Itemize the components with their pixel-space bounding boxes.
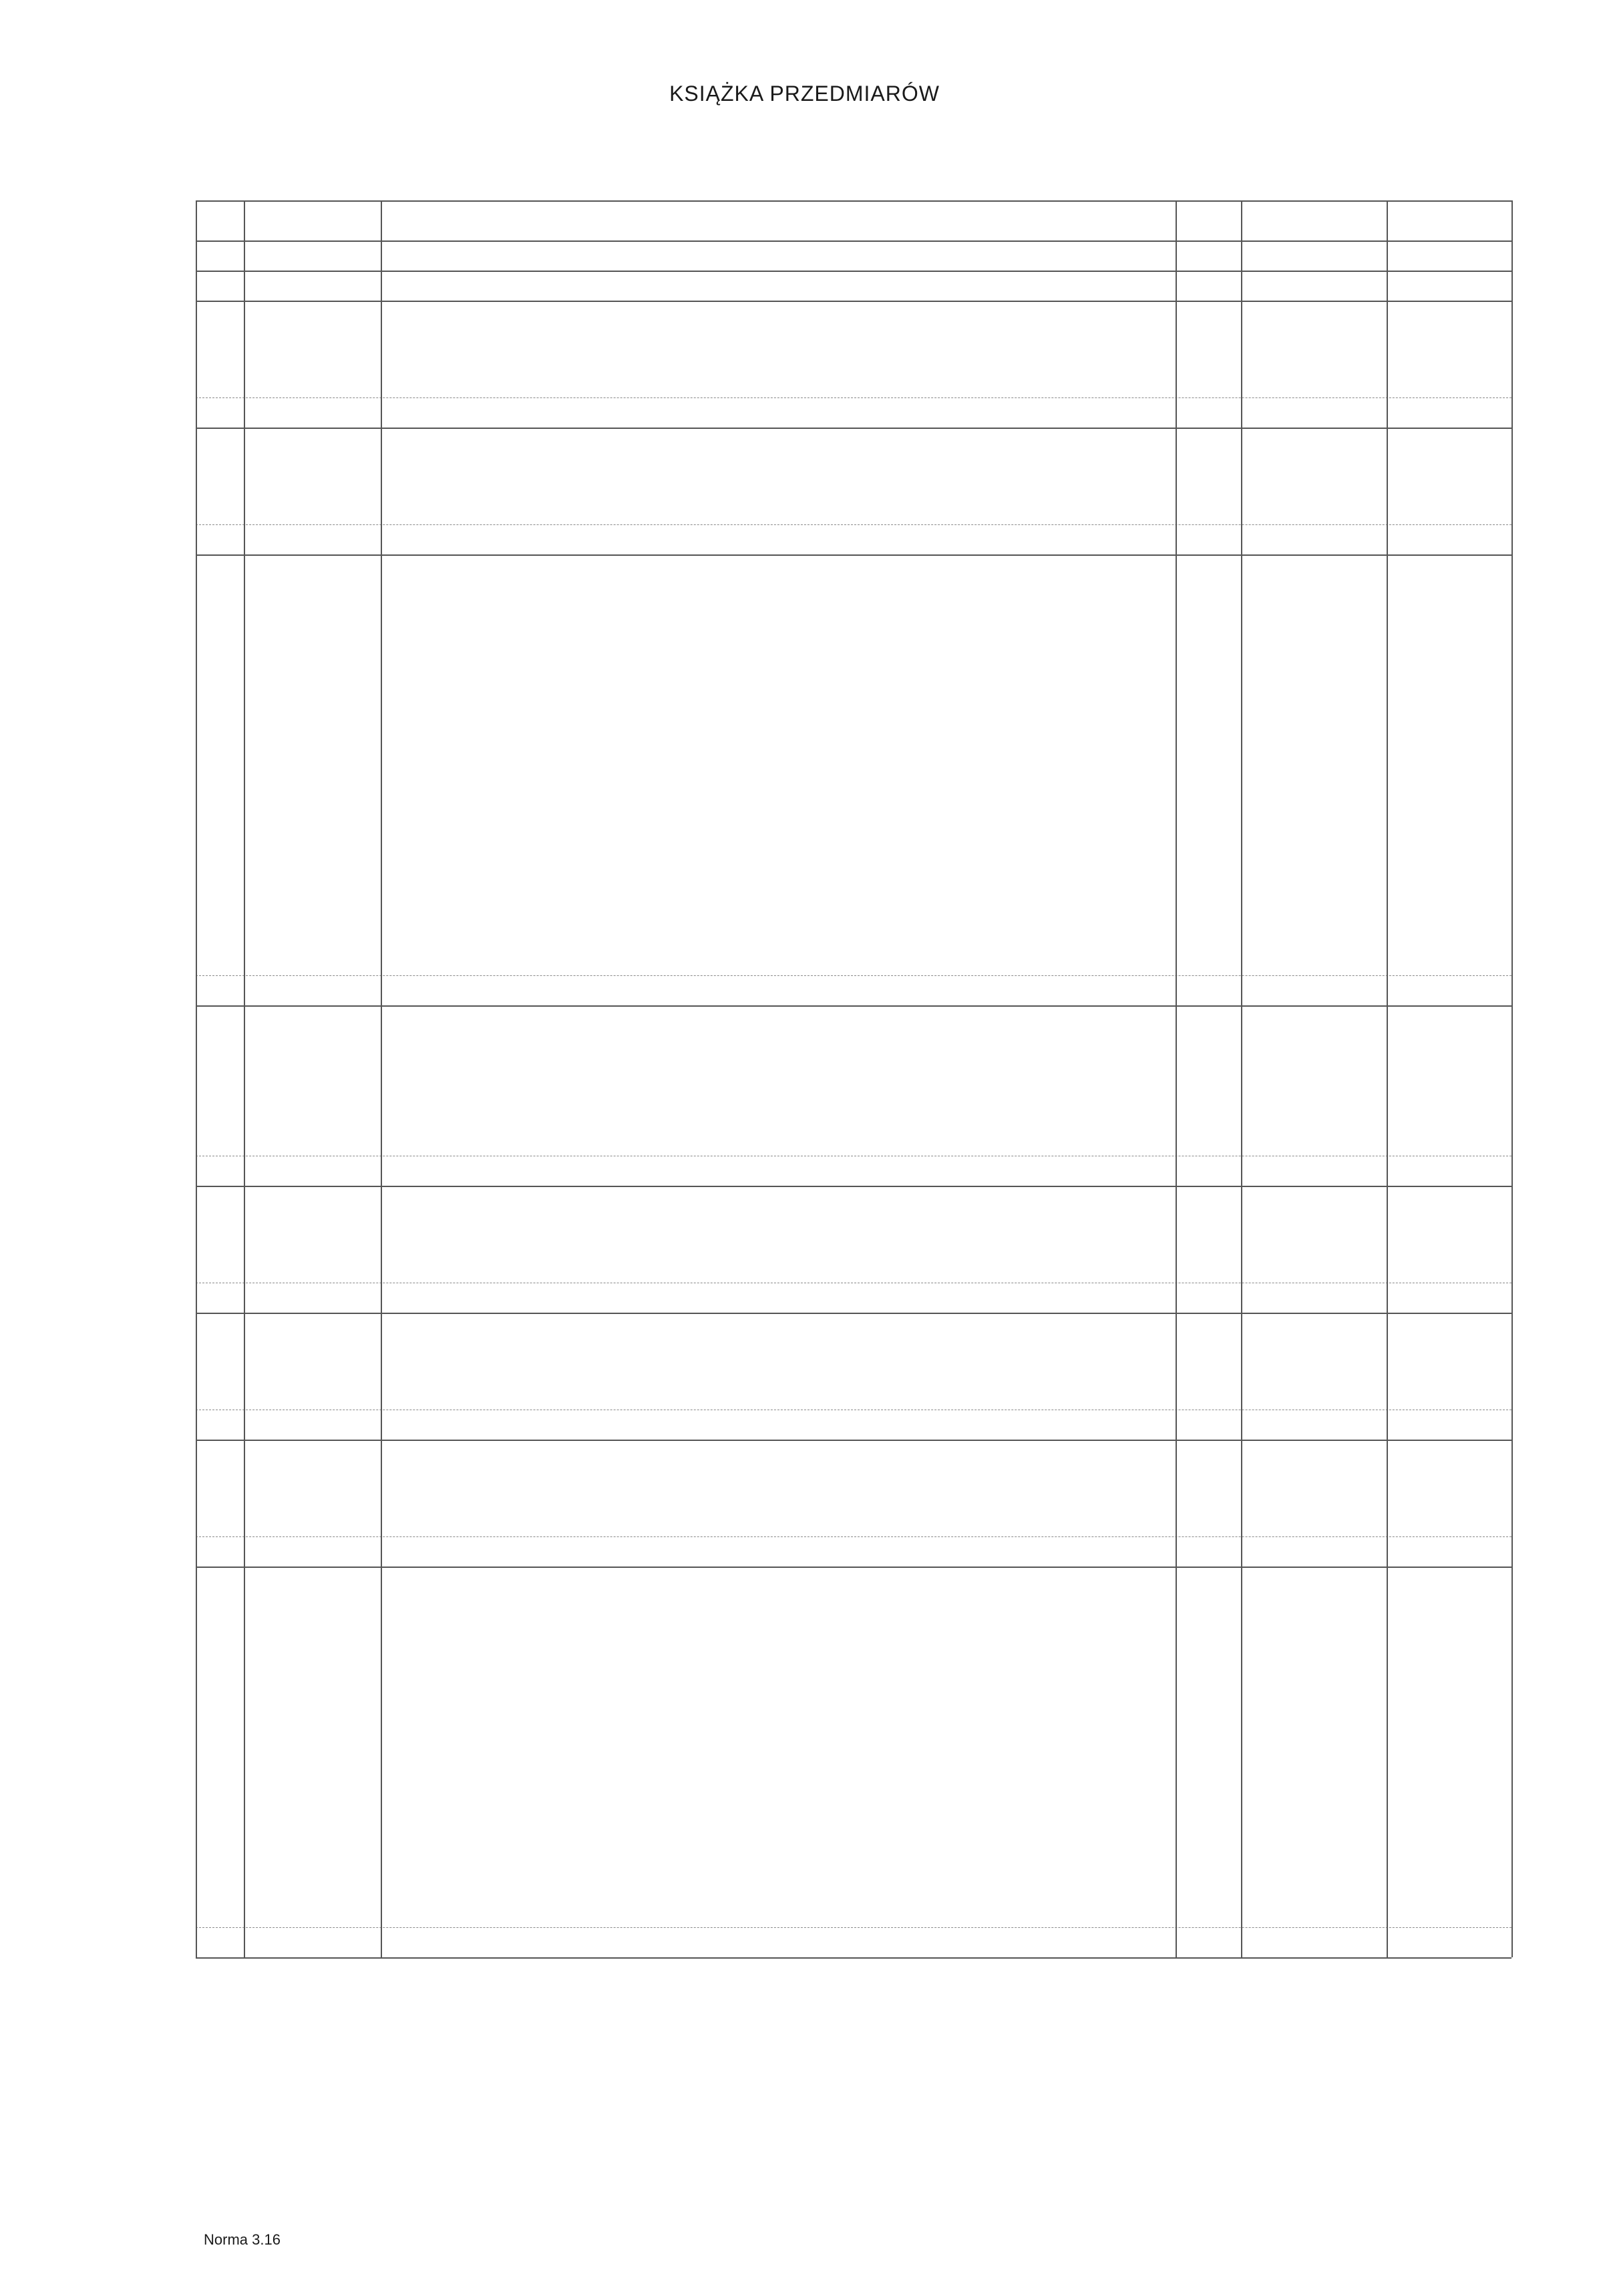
column-rule [196, 200, 197, 1957]
calc-unit [1178, 915, 1238, 945]
calc-unit [1178, 1687, 1238, 1717]
calc-value [1241, 735, 1383, 765]
calc-expression [385, 1657, 1173, 1687]
position-basis [246, 301, 378, 331]
calc-expression [385, 885, 1173, 915]
calc-value [1241, 795, 1383, 825]
calc-unit [1178, 1837, 1238, 1867]
razem-label [1245, 397, 1385, 428]
position-unit [1178, 1186, 1238, 1216]
razem-value [1387, 1283, 1507, 1313]
calc-expression [385, 1837, 1173, 1867]
calc-unit [1178, 1747, 1238, 1777]
position-division [196, 1216, 242, 1246]
calc-value [1241, 765, 1383, 795]
position-description [385, 458, 1173, 488]
position-basis [246, 1470, 378, 1500]
position-basis [246, 458, 378, 488]
position-unit [1178, 1567, 1238, 1597]
position-division [196, 1470, 242, 1500]
position-basis [246, 585, 378, 615]
calc-unit [1178, 1379, 1238, 1410]
calc-expression [385, 825, 1173, 855]
column-rule [244, 200, 245, 1957]
calc-expression [385, 1506, 1173, 1536]
calc-value [1241, 915, 1383, 945]
position-description [385, 1065, 1173, 1096]
razem-value [1387, 975, 1507, 1005]
calc-value [1241, 1379, 1383, 1410]
razem-label [1245, 1927, 1385, 1957]
column-rule [1511, 200, 1513, 1957]
position-unit [1178, 301, 1238, 331]
calc-unit [1178, 1506, 1238, 1536]
calc-expression [385, 915, 1173, 945]
header-jm [1176, 206, 1241, 236]
position-description [385, 645, 1173, 675]
position-description [385, 428, 1173, 458]
calc-expression [385, 1126, 1173, 1156]
calc-value [1241, 1126, 1383, 1156]
calc-expression [385, 1807, 1173, 1837]
position-unit [1178, 1005, 1238, 1035]
razem-label [1245, 1536, 1385, 1567]
position-basis [246, 1035, 378, 1065]
calc-unit [1178, 1777, 1238, 1807]
calc-value [1241, 367, 1383, 397]
position-basis [246, 1597, 378, 1627]
position-number [196, 1005, 240, 1035]
document-title: KSIĄŻKA PRZEDMIARÓW [669, 81, 940, 106]
position-subnumber [196, 1065, 240, 1096]
calc-unit [1178, 1657, 1238, 1687]
calc-value [1241, 1897, 1383, 1927]
razem-label [1245, 975, 1385, 1005]
position-basis [246, 1440, 378, 1470]
position-description [385, 554, 1173, 585]
column-rule [1387, 200, 1388, 1957]
calc-expression [385, 1777, 1173, 1807]
position-description [385, 1440, 1173, 1470]
position-division [196, 458, 242, 488]
position-subnumber [196, 361, 240, 391]
calc-unit [1178, 795, 1238, 825]
position-number [196, 301, 240, 331]
position-basis [246, 1246, 378, 1276]
section-number [196, 240, 240, 271]
header-lp [196, 206, 244, 236]
calc-expression [385, 1687, 1173, 1717]
position-basis [246, 428, 378, 458]
calc-expression [385, 1627, 1173, 1657]
calc-unit [1178, 367, 1238, 397]
calc-expression [385, 1379, 1173, 1410]
position-description [385, 1096, 1173, 1126]
position-description [385, 1343, 1173, 1373]
calc-unit [1178, 1627, 1238, 1657]
razem-label [1245, 1410, 1385, 1440]
position-unit [1178, 428, 1238, 458]
position-unit [1178, 1440, 1238, 1470]
position-division [196, 1035, 242, 1065]
section-title [248, 271, 1049, 301]
column-rule [1241, 200, 1242, 1957]
header-razem [1387, 206, 1511, 236]
calc-expression [385, 945, 1173, 975]
calc-expression [385, 1867, 1173, 1897]
position-division [196, 585, 242, 615]
razem-value [1387, 397, 1507, 428]
calc-expression [385, 705, 1173, 735]
razem-value [1387, 1156, 1507, 1186]
position-description [385, 1005, 1173, 1035]
position-basis [246, 1005, 378, 1035]
row-rule [196, 200, 1511, 202]
calc-value [1241, 1747, 1383, 1777]
position-number [196, 1440, 240, 1470]
calc-expression [385, 1717, 1173, 1747]
razem-value [1387, 524, 1507, 554]
calc-unit [1178, 825, 1238, 855]
header-opis [381, 206, 1176, 236]
calc-expression [385, 855, 1173, 885]
calc-expression [385, 494, 1173, 524]
calc-unit [1178, 1897, 1238, 1927]
column-rule [1176, 200, 1177, 1957]
calc-unit [1178, 945, 1238, 975]
position-basis [246, 1343, 378, 1373]
position-number [196, 1567, 240, 1597]
calc-expression [385, 1253, 1173, 1283]
calc-value [1241, 1807, 1383, 1837]
razem-value [1387, 1927, 1507, 1957]
position-unit [1178, 1313, 1238, 1343]
position-number [196, 554, 240, 585]
calc-value [1241, 494, 1383, 524]
position-unit [1178, 554, 1238, 585]
position-subnumber [196, 1246, 240, 1276]
position-basis [246, 331, 378, 361]
calc-value [1241, 1253, 1383, 1283]
calc-unit [1178, 1807, 1238, 1837]
calc-expression [385, 675, 1173, 705]
section-number [196, 271, 240, 301]
calc-expression [385, 765, 1173, 795]
calc-unit [1178, 885, 1238, 915]
calc-value [1241, 945, 1383, 975]
position-subnumber [196, 1500, 240, 1530]
calc-value [1241, 1506, 1383, 1536]
position-division [196, 1343, 242, 1373]
calc-expression [385, 1747, 1173, 1777]
row-rule [196, 1957, 1511, 1959]
position-description [385, 615, 1173, 645]
calc-expression [385, 795, 1173, 825]
razem-label [1245, 1283, 1385, 1313]
razem-value [1387, 1536, 1507, 1567]
position-basis [246, 1567, 378, 1597]
calc-unit [1178, 1126, 1238, 1156]
column-rule [381, 200, 382, 1957]
calc-unit [1178, 735, 1238, 765]
calc-expression [385, 367, 1173, 397]
calc-value [1241, 1717, 1383, 1747]
calc-value [1241, 1657, 1383, 1687]
position-basis [246, 1216, 378, 1246]
calc-value [1241, 1687, 1383, 1717]
razem-label [1245, 524, 1385, 554]
calc-value [1241, 825, 1383, 855]
header-podst [244, 206, 381, 236]
position-description [385, 585, 1173, 615]
calc-expression [385, 1897, 1173, 1927]
position-number [196, 1186, 240, 1216]
position-subnumber [196, 1627, 240, 1657]
position-basis [246, 1186, 378, 1216]
position-basis [246, 1313, 378, 1343]
position-subnumber [196, 1373, 240, 1403]
position-description [385, 1186, 1173, 1216]
calc-value [1241, 1627, 1383, 1657]
calc-expression [385, 735, 1173, 765]
calc-unit [1178, 1717, 1238, 1747]
razem-value [1387, 1410, 1507, 1440]
calc-unit [1178, 705, 1238, 735]
calc-unit [1178, 494, 1238, 524]
calc-unit [1178, 855, 1238, 885]
calc-value [1241, 675, 1383, 705]
calc-value [1241, 855, 1383, 885]
position-division [196, 331, 242, 361]
position-description [385, 1567, 1173, 1597]
razem-label [1245, 1156, 1385, 1186]
calc-value [1241, 885, 1383, 915]
calc-unit [1178, 1253, 1238, 1283]
position-number [196, 428, 240, 458]
position-description [385, 1313, 1173, 1343]
calc-unit [1178, 675, 1238, 705]
position-subnumber [196, 615, 240, 645]
calc-unit [1178, 1867, 1238, 1897]
footer-version: Norma 3.16 [204, 2231, 281, 2248]
calc-value [1241, 705, 1383, 735]
section-title [248, 240, 1049, 271]
position-basis [246, 1500, 378, 1530]
calc-value [1241, 1777, 1383, 1807]
calc-unit [1178, 765, 1238, 795]
przedmiar-table [196, 200, 1511, 2119]
position-description [385, 301, 1173, 331]
position-description [385, 331, 1173, 361]
position-number [196, 1313, 240, 1343]
position-description [385, 1035, 1173, 1065]
calc-value [1241, 1867, 1383, 1897]
position-subnumber [196, 488, 240, 518]
position-division [196, 1597, 242, 1627]
position-basis [246, 554, 378, 585]
header-poszcz [1241, 206, 1387, 236]
calc-value [1241, 1837, 1383, 1867]
